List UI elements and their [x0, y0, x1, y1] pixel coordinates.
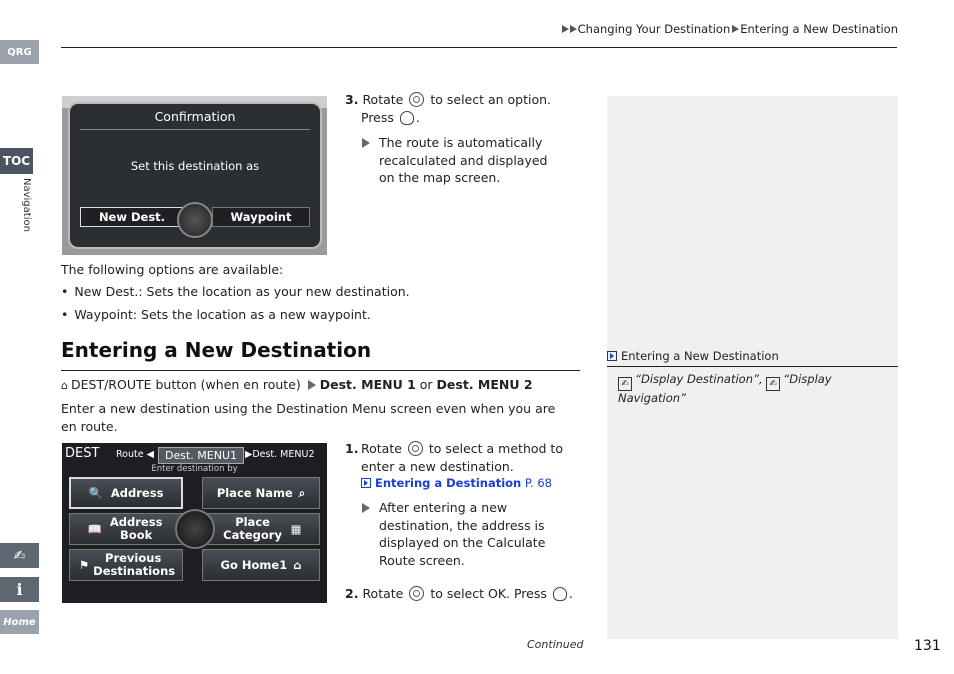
step1-note: [362, 499, 562, 569]
voice-tab[interactable]: [0, 543, 39, 568]
place-name-button[interactable]: [202, 477, 320, 509]
voice-command-icon: ✍: [766, 377, 780, 391]
place-name-label: Place Name: [216, 485, 293, 500]
dest-label: DEST: [65, 446, 100, 461]
toc-label: TOC: [2, 154, 31, 168]
path-b: Dest. MENU 1: [319, 377, 416, 392]
address-label: Address: [110, 485, 164, 500]
dest-menu-screenshot: [62, 443, 327, 603]
new-dest-button[interactable]: New Dest.: [80, 207, 184, 227]
options-intro: The following options are available:: [61, 262, 284, 277]
place-category-label: Place Category: [223, 515, 282, 542]
step3-text-a: Rotate: [362, 92, 404, 107]
step1: [345, 440, 570, 475]
book-icon: 📖: [87, 521, 103, 536]
step2-text-d: .: [568, 586, 573, 601]
toc-tab[interactable]: [0, 148, 33, 174]
option-item: [61, 283, 410, 301]
step1-text-a: Rotate: [361, 441, 402, 456]
qrg-label: QRG: [7, 46, 32, 58]
dialog-title-rule: [80, 129, 310, 130]
path-c: Dest. MENU 2: [436, 377, 533, 392]
option-item: [61, 306, 371, 324]
section-intro: Enter a new destination using the Destination Menu screen even when you are en route.: [61, 401, 556, 434]
address-button[interactable]: [69, 477, 183, 509]
sidenote-heading-text: Entering a New Destination: [621, 349, 779, 363]
sidenote-commands: [618, 372, 848, 406]
dial-knob-icon: [175, 509, 215, 549]
step1-num: 1.: [345, 441, 359, 456]
option-name: New Dest.: [74, 284, 139, 299]
dest-route-tab[interactable]: Route ◀: [116, 449, 154, 460]
sidenote-sep: ,: [758, 372, 763, 386]
previous-label: Previous Destinations: [93, 551, 176, 578]
section-rule: [61, 370, 580, 371]
dialog-message: Set this destination as: [130, 159, 260, 173]
step3-num: 3.: [345, 92, 359, 107]
path-arrow-icon: [308, 380, 316, 390]
sidenote-panel: [607, 96, 898, 639]
dest-subtitle: Enter destination by: [151, 464, 238, 474]
interface-dial-icon: [409, 586, 424, 601]
section-title: Entering a New Destination: [61, 338, 372, 362]
sidenote-cmd2: “Display Navigation”: [618, 372, 832, 405]
link-icon: [361, 478, 371, 488]
option-name: Waypoint: [74, 307, 133, 322]
option-desc: : Sets the location as a new waypoint.: [132, 307, 371, 322]
sidenote-heading: [607, 349, 898, 363]
voice-command-icon: ✍: [618, 377, 632, 391]
note-arrow-icon: [362, 503, 370, 513]
step1-text-b: to select a method to enter a new destination.: [361, 441, 563, 474]
house-icon: ⌂: [293, 557, 302, 572]
step2-ok: OK: [488, 586, 507, 601]
place-category-button[interactable]: [202, 513, 320, 545]
place-icon: ⌕: [298, 485, 306, 500]
step3: [345, 91, 570, 126]
breadcrumb: [562, 22, 898, 36]
bullet: •: [61, 284, 69, 299]
menu-path: [61, 376, 533, 395]
continued-label: Continued: [527, 638, 584, 651]
breadcrumb-part2[interactable]: Entering a New Destination: [740, 22, 898, 36]
bullet: •: [61, 307, 69, 322]
interface-dial-icon: [409, 92, 424, 107]
step3-text-d: .: [415, 109, 420, 125]
address-book-button[interactable]: [69, 513, 183, 545]
note-arrow-icon: [362, 138, 370, 148]
option-desc: : Sets the location as your new destination.: [138, 284, 410, 299]
step1-link-page[interactable]: P. 68: [524, 476, 552, 490]
address-book-label: Address Book: [109, 515, 163, 542]
dest-menu2-tab[interactable]: ▶Dest. MENU2: [245, 449, 315, 460]
path-or: or: [419, 377, 433, 392]
sidenote-link-icon: [607, 351, 617, 361]
step3-note: [362, 134, 567, 187]
step3-text-c: Press: [361, 109, 394, 125]
search-icon: 🔍: [88, 485, 103, 500]
previous-destinations-button[interactable]: [69, 549, 183, 581]
header-rule: [61, 47, 897, 48]
category-icon: ▦: [290, 521, 302, 536]
path-a: DEST/ROUTE button (when en route): [70, 377, 301, 392]
section-label-text: Navigation: [21, 178, 32, 232]
waypoint-button[interactable]: Waypoint: [212, 207, 310, 227]
breadcrumb-arrow-icon: [570, 25, 577, 33]
press-dial-icon: [553, 587, 567, 601]
home-tab[interactable]: [0, 610, 39, 634]
info-tab[interactable]: [0, 577, 39, 602]
step1-note-text: After entering a new destination, the address is displayed on the Calculate Route screen.: [379, 500, 546, 568]
breadcrumb-part1[interactable]: Changing Your Destination: [577, 22, 731, 36]
home-label: Home: [3, 616, 36, 628]
dial-knob-icon: [177, 202, 213, 238]
home-small-icon: ⌂: [61, 379, 68, 392]
dest-menu1-tab[interactable]: Dest. MENU1: [158, 447, 244, 464]
step2: [345, 585, 573, 603]
go-home-label: Go Home1: [220, 557, 288, 572]
flag-icon: ⚑: [78, 557, 90, 572]
page-number: 131: [914, 638, 941, 654]
menu2-label: Dest. MENU2: [252, 449, 315, 460]
sidenote-rule: [607, 366, 898, 367]
step2-text-b: to select: [430, 586, 485, 601]
confirmation-screenshot: [62, 96, 327, 255]
step1-link[interactable]: [361, 476, 552, 490]
interface-dial-icon: [408, 441, 423, 456]
step2-text-a: Rotate: [362, 586, 404, 601]
qrg-tab[interactable]: [0, 40, 39, 64]
go-home-button[interactable]: [202, 549, 320, 581]
step3-note-text: The route is automatically recalculated and displayed on the map screen.: [379, 135, 548, 185]
breadcrumb-arrow-icon: [562, 25, 569, 33]
route-label: Route: [116, 449, 144, 460]
step2-text-c: . Press: [506, 586, 547, 601]
breadcrumb-arrow-icon: [732, 25, 739, 33]
dialog-title: Confirmation: [154, 109, 236, 124]
step1-link-text[interactable]: Entering a Destination: [375, 476, 522, 490]
step3-text-b: to select an option.: [430, 92, 552, 107]
press-dial-icon: [400, 111, 414, 125]
section-label: [14, 178, 34, 248]
sidenote-cmd1: “Display Destination”: [635, 372, 759, 386]
step2-num: 2.: [345, 586, 359, 601]
info-icon: i: [16, 580, 23, 599]
voice-icon: ✍: [13, 547, 26, 564]
